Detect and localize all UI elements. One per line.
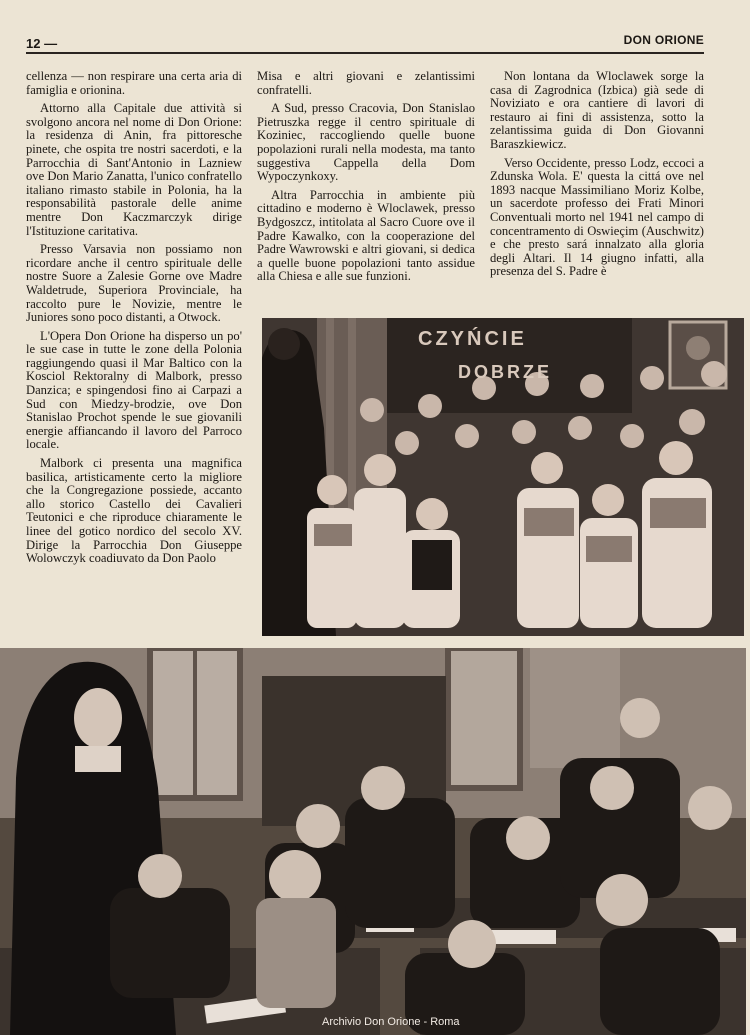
photo-children-choir [262,318,744,636]
paragraph: Non lontana da Wloclawek sorge la casa di Zagrodnica (Izbica) già sede di Noviziato e ora cantiere di lavori di restauro ai fini di assistenza, sotto la zelantissima guida di Don Giovanni Baraszkiewicz. [490,69,704,151]
paragraph: cellenza — non respirare una certa aria di famiglia e orionina. [26,69,242,97]
paragraph: Malbork ci presenta una magnifica basilica, artisticamente certo la migliore che la Congregazione possiede, accanto allo storico Castello dei Cavalieri Teutonici e che riproduce chiaramente le linee del gotico nordico del secolo XV. Dirige la Parrocchia Don Giuseppe Wolowczyk coadiuvato da Don Paolo [26,456,242,566]
text-column-3 [490,70,704,279]
banner-text-line2: DOBRZE [458,362,552,382]
text-column-1 [26,70,242,566]
paragraph: Presso Varsavia non possiamo non ricordare anche il centro spirituale delle nostre Suore a Zalesie Gorne ove Madre Waldetrude, Superiora Provinciale, ha raccolto pure le Novizie, mentre le Juniores sono poco distanti, a Otwock. [26,242,242,325]
magazine-title: DON ORIONE [623,33,704,47]
text-column-2 [257,70,475,284]
paragraph: Attorno alla Capitale due attività si svolgono ancora nel nome di Don Orione: la residenza di Anin, fra pittoresche pinete, che ospita tre nostri sacerdoti, e la Parrocchia di Sant'Antonio in Lazniew ove Don Mario Zanatta, l'unico confratello italiano rimasto stabile in Polonia, ha la responsabilità pastorale delle anime mentre Don Kaczmarczyk dirige l'Istituzione caritativa. [26,101,242,238]
paragraph: A Sud, presso Cracovia, Don Stanislao Pietruszka regge il centro spirituale di Koziniec, raccogliendo quelle buone popolazioni rurali nella modesta, ma tanto suggestiva Cappella della Dom Wypoczynkoxy. [257,101,475,184]
banner-text-line1: CZYŃCIE [418,328,527,350]
classroom-photo-illustration [0,648,746,1035]
paragraph: L'Opera Don Orione ha disperso un po' le sue case in tutte le zone della Polonia raggiungendo quasi il Mar Baltico con la Kosciol Rektoralny di Malbork, presso Danzica; e spingendosi fino ai Carpazi a Sud con Miedzy-brodzie, ove Don Stanislao Prochot spende le sue giovanili energie affiancando il lavoro del Parroco locale. [26,328,242,452]
photo-classroom-nun [0,648,746,1035]
photo-credit: Archivio Don Orione - Roma [322,1016,460,1028]
header-rule [26,52,704,54]
page-number: 12 — [26,36,58,51]
paragraph: Misa e altri giovani e zelantissimi confratelli. [257,69,475,97]
paragraph: Altra Parrocchia in ambiente più cittadino e moderno è Wloclawek, presso Bydgoszcz, intitolata al Sacro Cuore ove il Padre Kawalko, con la cooperazione del Padre Wawrowski e altri giovani, si dedica a quelle buone popolazioni tanto assidue alla Chiesa e alle sue funzioni. [257,187,475,284]
paragraph: Verso Occidente, presso Lodz, eccoci a Zdunska Wola. E' questa la cittá ove nel 1893 nacque Massimiliano Moriz Kolbe, un sacerdote professo dei Frati Minori Conventuali morto nel 1941 nel campo di concentramento di Oswieçim (Auschwitz) e che presto sará innalzato alla gloria degli Altari. Il 14 giugno infatti, alla presenza del S. Padre è [490,155,704,279]
